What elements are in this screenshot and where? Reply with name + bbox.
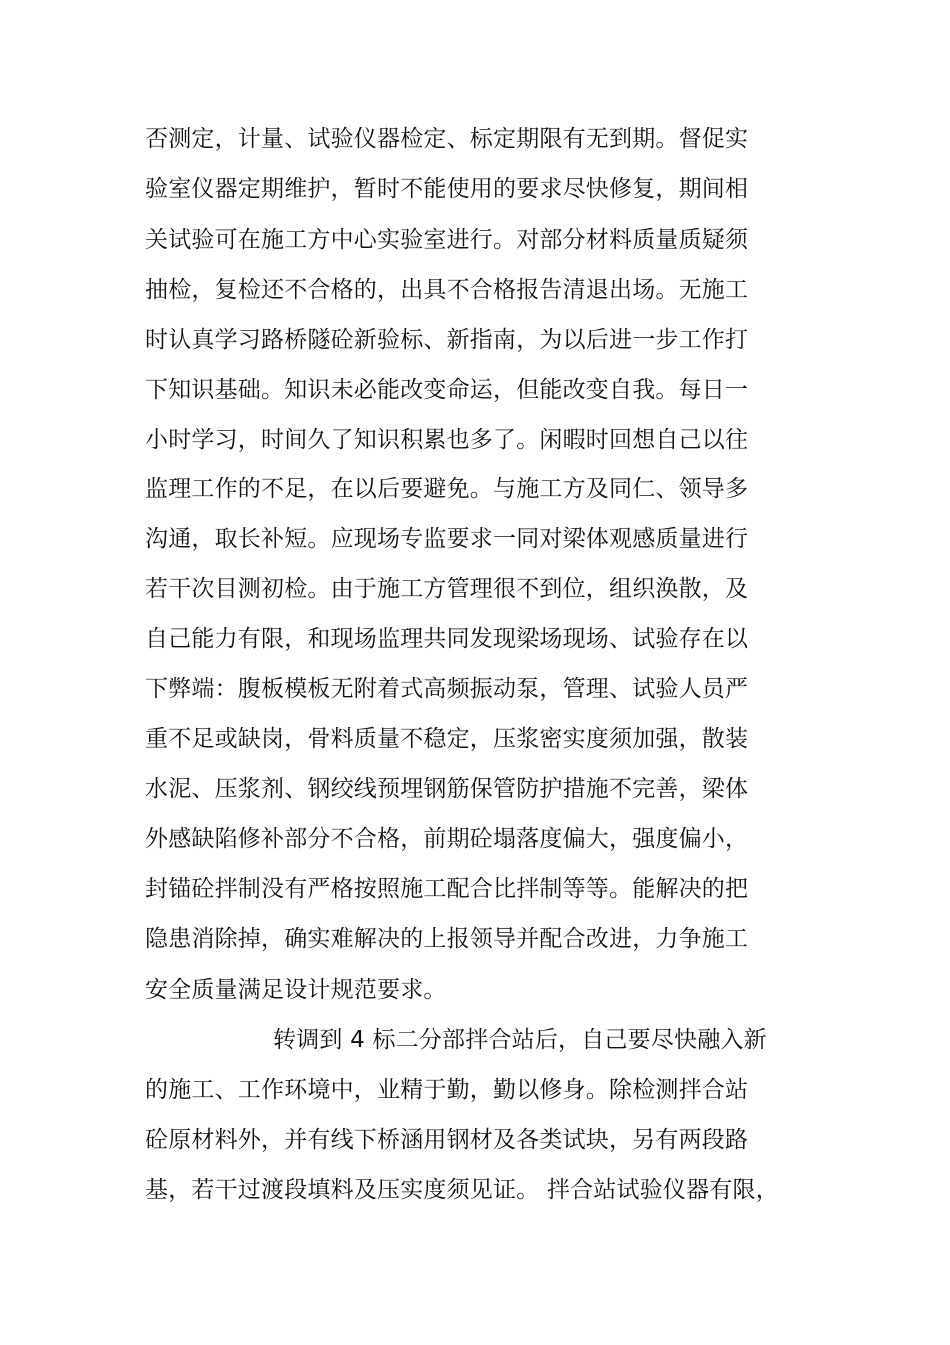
text-line: 时认真学习路桥隧砼新验标、新指南，为以后进一步工作打	[145, 327, 749, 353]
text-line: 若干次目测初检。由于施工方管理很不到位，组织涣散，及	[145, 576, 749, 602]
paragraph-start-line: 转调到 4 标二分部拌合站后，自己要尽快融入新	[273, 1027, 767, 1053]
text-line: 抽检，复检还不合格的，出具不合格报告清退出场。无施工	[145, 277, 749, 303]
text-line: 水泥、压浆剂、钢绞线预埋钢筋保管防护措施不完善，梁体	[145, 776, 749, 802]
text-line: 隐患消除掉，确实难解决的上报领导并配合改进，力争施工	[145, 926, 749, 952]
text-line: 封锚砼拌制没有严格按照施工配合比拌制等等。能解决的把	[145, 876, 749, 902]
text-line: 重不足或缺岗，骨料质量不稳定，压浆密实度须加强，散装	[145, 726, 749, 752]
text-line: 下弊端：腹板模板无附着式高频振动泵，管理、试验人员严	[145, 676, 749, 702]
text-line: 下知识基础。知识未必能改变命运，但能改变自我。每日一	[145, 377, 749, 403]
text-line: 的施工、工作环境中，业精于勤，勤以修身。除检测拌合站	[145, 1077, 749, 1103]
text-line: 小时学习，时间久了知识积累也多了。闲暇时回想自己以往	[145, 427, 749, 453]
text-line: 否测定，计量、试验仪器检定、标定期限有无到期。督促实	[145, 126, 749, 152]
text-line: 关试验可在施工方中心实验室进行。对部分材料质量质疑须	[145, 227, 749, 253]
text-line: 监理工作的不足，在以后要避免。与施工方及同仁、领导多	[145, 476, 749, 502]
text-line: 自己能力有限，和现场监理共同发现梁场现场、试验存在以	[145, 626, 749, 652]
text-line: 验室仪器定期维护，暂时不能使用的要求尽快修复，期间相	[145, 176, 749, 202]
text-line: 沟通，取长补短。应现场专监要求一同对梁体观感质量进行	[145, 526, 749, 552]
text-line: 砼原材料外，并有线下桥涵用钢材及各类试块，另有两段路	[145, 1127, 749, 1153]
text-line: 基，若干过渡段填料及压实度须见证。 拌合站试验仪器有限，	[145, 1177, 779, 1203]
text-line: 外感缺陷修补部分不合格，前期砼塌落度偏大，强度偏小，	[145, 826, 749, 852]
text-line: 安全质量满足设计规范要求。	[145, 977, 447, 1003]
